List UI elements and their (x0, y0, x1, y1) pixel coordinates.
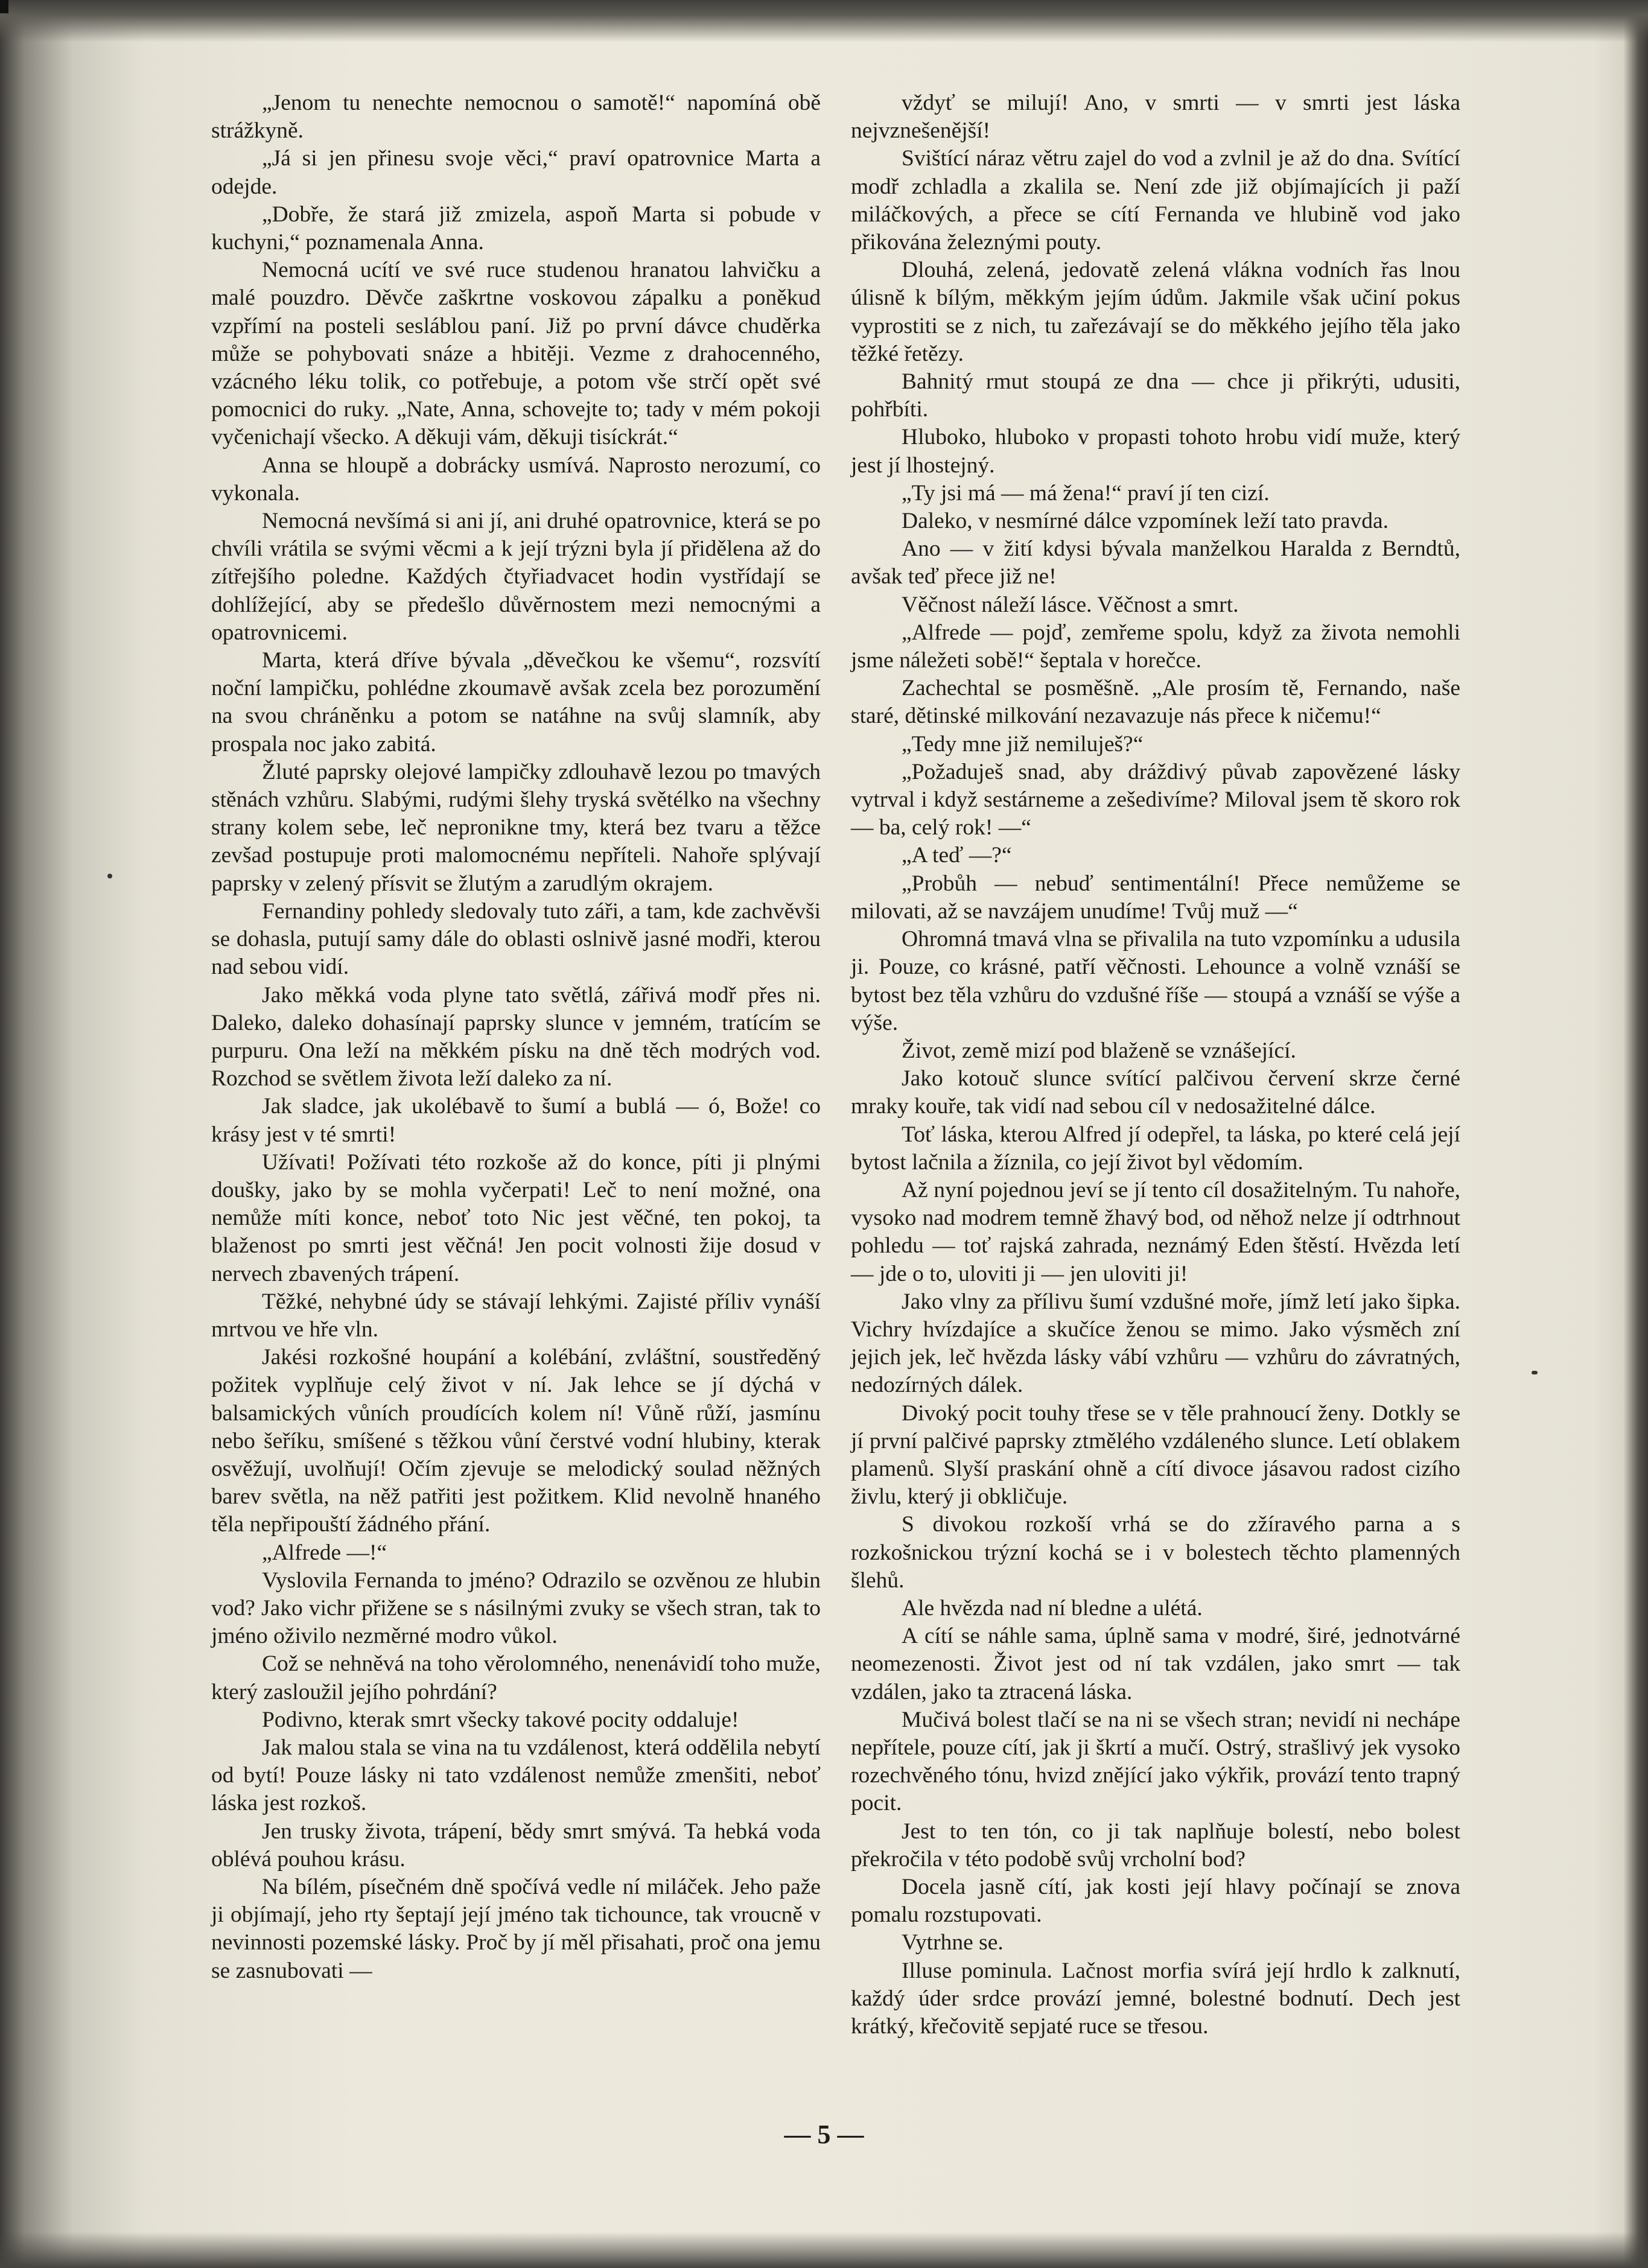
paragraph: Dlouhá, zelená, jedovatě zelená vlákna vodních řas lnou úlisně k bílým, měkkým jejím údům. Jakmile však učiní pokus vyprostiti se z nich, tu zařezávají se do měkkého jejího těla jako těžké řetězy. (851, 258, 1460, 366)
paragraph: Divoký pocit touhy třese se v těle prahnoucí ženy. Dotkly se jí první palčivé paprsky ztmělého vzdáleného slunce. Letí oblakem plamenů. Slyší praskání ohně a cítí divoce jásavou radost cizího živlu, který ji obkličuje. (851, 1400, 1460, 1510)
paragraph: Jak sladce, jak ukolébavě to šumí a bublá — ó, Bože! co krásy jest v té smrti! (211, 1094, 821, 1147)
paragraph: „Tedy mne již nemiluješ?“ (902, 731, 1144, 757)
paragraph: Ano — v žití kdysi bývala manželkou Haralda z Berndtů, avšak teď přece již ne! (851, 536, 1460, 589)
left-text-column (211, 89, 821, 1985)
paragraph: Jak malou stala se vina na tu vzdálenost, která oddělila nebytí od bytí! Pouze lásky ni tato vzdálenost nemůže zmenšiti, neboť láska jest rozkoš. (211, 1735, 821, 1816)
paragraph: vždyť se milují! Ano, v smrti — v smrti jest láska nejvznešenější! (851, 91, 1460, 144)
paragraph: Ale hvězda nad ní bledne a ulétá. (902, 1595, 1203, 1621)
ink-speck (1532, 1371, 1538, 1374)
page-number: — 5 — (784, 2120, 864, 2149)
paragraph: Toť láska, kterou Alfred jí odepřel, ta láska, po které celá její bytost lačnila a žíznila, co její život byl vědomím. (851, 1122, 1460, 1175)
paragraph: „Alfrede —!“ (262, 1540, 387, 1565)
paragraph: Jako měkká voda plyne tato světlá, zářivá modř přes ni. Daleko, daleko dohasínají paprsky slunce v jemném, tratícím se purpuru. Ona leží na měkkém písku na dně těch modrých vod. Rozchod se světlem života leží daleko za ní. (211, 982, 821, 1091)
paragraph: „Já si jen přinesu svoje věci,“ praví opatrovnice Marta a odejde. (211, 146, 821, 199)
paragraph: Daleko, v nesmírné dálce vzpomínek leží tato pravda. (902, 509, 1389, 534)
paragraph: A cítí se náhle sama, úplně sama v modré, širé, jednotvárné neomezenosti. Život jest od ní tak vzdálen, jako smrt — tak vzdálen, jako ta ztracená láska. (851, 1624, 1460, 1704)
paragraph: Illuse pominula. Lačnost morfia svírá její hrdlo k zalknutí, každý úder srdce provází jemné, bolestné bodnutí. Dech jest krátký, křečovitě sepjaté ruce se třesou. (851, 1958, 1460, 2039)
paragraph: Jakési rozkošné houpání a kolébání, zvláštní, soustředěný požitek vyplňuje celý život v ní. Jak lehce se jí dýchá v balsamických vůních proudících kolem ní! Vůně růží, jasmínu nebo šeříku, smíšené s těžkou vůní čerstvé vodní hlubiny, kterak osvěžují, uvolňují! Očím zjevuje se melodický soulad něžných barev světla, na něž patřiti jest požitkem. Klid nevolně hnaného těla nepřipouští žádného přání. (211, 1345, 821, 1537)
paragraph: Těžké, nehybné údy se stávají lehkými. Zajisté příliv vynáší mrtvou ve hře vln. (211, 1289, 821, 1342)
paragraph: Podivno, kterak smrt všecky takové pocity oddaluje! (262, 1707, 739, 1732)
scan-corner-mark (0, 0, 8, 13)
paragraph: „Probůh — nebuď sentimentální! Přece nemůžeme se milovati, až se navzájem unudíme! Tvůj muž —“ (851, 871, 1460, 924)
paragraph: Zachechtal se posměšně. „Ale prosím tě, Fernando, naše staré, dětinské milkování nezavazuje nás přece k ničemu!“ (851, 676, 1460, 729)
paragraph: Vyslovila Fernanda to jméno? Odrazilo se ozvěnou ze hlubin vod? Jako vichr přižene se s násilnými zvuky se všech stran, tak to jméno oživilo nezměrné modro vůkol. (211, 1568, 821, 1649)
right-text-column (851, 89, 1460, 2041)
paragraph: Vytrhne se. (902, 1930, 1004, 1955)
paragraph: Docela jasně cítí, jak kosti její hlavy počínají se znova pomalu rozstupovati. (851, 1875, 1460, 1928)
paragraph: Což se nehněvá na toho věrolomného, nenenávidí toho muže, který zasloužil jejího pohrdání? (211, 1651, 821, 1704)
paragraph: „Požaduješ snad, aby dráždivý půvab zapovězené lásky vytrval i když sestárneme a zešedivíme? Miloval jsem tě skoro rok — ba, celý rok! —“ (851, 759, 1460, 840)
paragraph: „Jenom tu nenechte nemocnou o samotě!“ napomíná obě strážkyně. (211, 91, 821, 144)
paragraph: „Alfrede — pojď, zemřeme spolu, když za života nemohli jsme náležeti sobě!“ šeptala v horečce. (851, 620, 1460, 673)
paragraph: Nemocná ucítí ve své ruce studenou hranatou lahvičku a malé pouzdro. Děvče zaškrtne voskovou zápalku a poněkud vzpřímí na posteli sesláblou paní. Již po první dávce chuděrka může se pohybovati snáze a hbitěji. Vezme z drahocenného, vzácného léku tolik, co potřebuje, a potom vše strčí opět své pomocnici do ruky. „Nate, Anna, schovejte to; tady v mém pokoji vyčenichají všecko. A děkuji vám, děkuji tisíckrát.“ (211, 258, 821, 450)
paragraph: Užívati! Požívati této rozkoše až do konce, píti ji plnými doušky, jako by se mohla vyčerpati! Leč to není možné, ona nemůže míti konce, neboť toto Nic jest věčné, ten pokoj, ta blaženost po smrti jest věčná! Jen pocit volnosti žije dosud v nervech zbavených trápení. (211, 1149, 821, 1286)
paragraph: Marta, která dříve bývala „děvečkou ke všemu“, rozsvítí noční lampičku, pohlédne zkoumavě avšak zcela bez porozumění na svou chráněnku a potom se natáhne na svůj slamník, aby prospala noc jako zabitá. (211, 648, 821, 757)
paragraph: Hluboko, hluboko v propasti tohoto hrobu vidí muže, který jest jí lhostejný. (851, 425, 1460, 478)
paragraph: Nemocná nevšímá si ani jí, ani druhé opatrovnice, která se po chvíli vrátila se svými věcmi a k její trýzni byla jí přidělena až do zítřejšího poledne. Každých čtyřiadvacet hodin vystřídají se dohlížející, aby se předešlo důvěrnostem mezi nemocnými a opatrovnicemi. (211, 509, 821, 645)
scan-bottom-edge (0, 2232, 1648, 2268)
paragraph: Bahnitý rmut stoupá ze dna — chce ji přikrýti, udusiti, pohřbíti. (851, 369, 1460, 422)
paragraph: Mučivá bolest tlačí se na ni se všech stran; nevidí ni nechápe nepřítele, pouze cítí, jak ji škrtí a mučí. Ostrý, strašlivý jek vysoko rozechvěného tónu, hvizd znějící jako výkřik, provází tento trapný pocit. (851, 1707, 1460, 1816)
paragraph: Jako kotouč slunce svítící palčivou červení skrze černé mraky kouře, tak vidí nad sebou cíl v nedosažitelné dálce. (851, 1066, 1460, 1119)
paragraph: Ohromná tmavá vlna se přivalila na tuto vzpomínku a udusila ji. Pouze, co krásné, patří věčnosti. Lehounce a volně vznáší se bytost bez těla vzhůru do vzdušné říše — stoupá a vznáší se výše a výše. (851, 927, 1460, 1035)
paragraph: „A teď —?“ (902, 843, 1012, 868)
paragraph: Až nyní pojednou jeví se jí tento cíl dosažitelným. Tu nahoře, vysoko nad modrem temně žhavý bod, od něhož nelze jí odtrhnout pohledu — toť rajská zahrada, neznámý Eden štěstí. Hvězda letí — jde o to, uloviti ji — jen uloviti ji! (851, 1177, 1460, 1286)
paragraph: „Dobře, že stará již zmizela, aspoň Marta si pobude v kuchyni,“ poznamenala Anna. (211, 202, 821, 255)
ink-speck (107, 874, 112, 878)
paragraph: Život, země mizí pod blaženě se vznášející. (902, 1038, 1296, 1063)
paragraph: Věčnost náleží lásce. Věčnost a smrt. (902, 592, 1239, 617)
paragraph: Fernandiny pohledy sledovaly tuto záři, a tam, kde zachvěvši se dohasla, putují samy dále do oblasti oslnivě jasné modři, kterou nad sebou vidí. (211, 898, 821, 980)
paragraph: Jen trusky života, trápení, bědy smrt smývá. Ta hebká voda oblévá pouhou krásu. (211, 1819, 821, 1872)
paragraph: Na bílém, písečném dně spočívá vedle ní miláček. Jeho paže ji objímají, jeho rty šeptají její jméno tak tichounce, tak vroucně v nevinnosti pozemské lásky. Proč by jí měl přisahati, proč ona jemu se zasnubovati — (211, 1875, 821, 1983)
paragraph: Anna se hloupě a dobrácky usmívá. Naprosto nerozumí, co vykonala. (211, 453, 821, 506)
paragraph: Jest to ten tón, co ji tak naplňuje bolestí, nebo bolest překročila v této podobě svůj vrcholní bod? (851, 1819, 1460, 1872)
paragraph: Svištící náraz větru zajel do vod a zvlnil je až do dna. Svítící modř zchladla a zkalila se. Není zde již objímajících ji paží miláčkových, a přece se cítí Fernanda ve hlubině vod jako přikována železnými pouty. (851, 146, 1460, 255)
paragraph: Žluté paprsky olejové lampičky zdlouhavě lezou po tmavých stěnách vzhůru. Slabými, rudými šlehy tryská světélko na všechny strany kolem sebe, leč nepronikne tmy, která bez tvaru a těžce zevšad postupuje proti malomocnému nepříteli. Nahoře splývají paprsky v zelený přísvit se žlutým a zarudlým okrajem. (211, 759, 821, 896)
paragraph: S divokou rozkoší vrhá se do zžíravého parna a s rozkošnickou trýzní kochá se i v bolestech těchto plamenných šlehů. (851, 1512, 1460, 1593)
paragraph: „Ty jsi má — má žena!“ praví jí ten cizí. (902, 480, 1270, 506)
scan-top-edge (0, 0, 1648, 42)
paragraph: Jako vlny za přílivu šumí vzdušné moře, jímž letí jako šipka. Vichry hvízdajíce a skučíce ženou se mimo. Jako výsměch zní jejich jek, leč hvězda lásky vábí vzhůru — vzhůru do závratných, nedozírných dálek. (851, 1289, 1460, 1398)
